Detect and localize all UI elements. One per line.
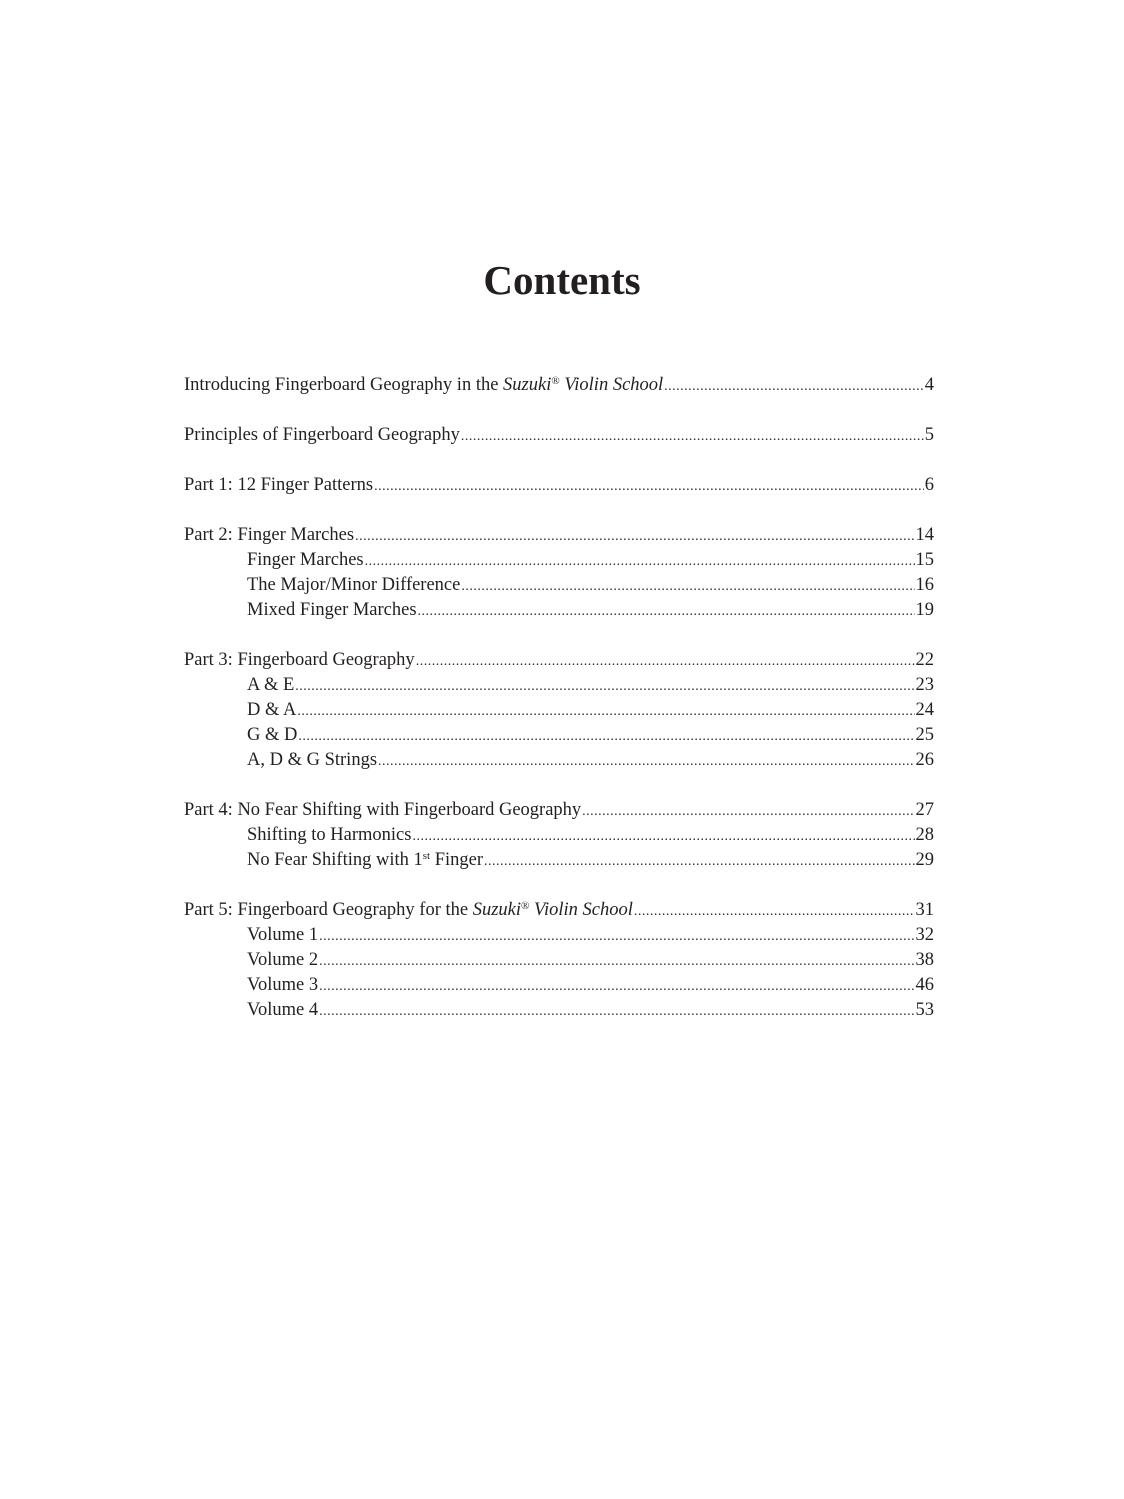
toc-entry-pre: Part 3: Fingerboard Geography <box>184 650 415 670</box>
toc-entry-title <box>247 725 297 746</box>
dot-leader <box>664 379 924 395</box>
toc-page-number: 38 <box>915 950 934 970</box>
dot-leader <box>298 729 914 745</box>
toc-entry-post: Finger <box>430 850 484 870</box>
toc-entry-pre: Volume 1 <box>247 925 319 945</box>
toc-entry[interactable] <box>247 750 934 775</box>
toc-page-number: 27 <box>915 800 934 820</box>
dot-leader <box>582 804 914 820</box>
toc-page-number: 32 <box>915 925 934 945</box>
toc-page-number: 22 <box>915 650 934 670</box>
toc-entry-title <box>184 800 581 821</box>
dot-leader <box>365 554 915 570</box>
toc-entry-italic: Suzuki <box>503 375 552 395</box>
toc-entry-sup: ® <box>551 375 560 387</box>
toc-entry-pre: A & E <box>247 675 295 695</box>
toc-entry[interactable] <box>247 575 934 600</box>
toc-page-number: 4 <box>924 375 934 395</box>
toc-page-number: 14 <box>915 525 934 545</box>
toc-entry[interactable] <box>184 475 934 500</box>
dot-leader <box>319 954 914 970</box>
toc-entry[interactable] <box>247 850 934 875</box>
toc-entry[interactable] <box>184 900 934 925</box>
dot-leader <box>461 579 914 595</box>
toc-entry-title <box>184 525 354 546</box>
toc-entry-title <box>247 675 294 696</box>
toc-entry-pre: Introducing Fingerboard Geography in the <box>184 375 504 395</box>
dot-leader <box>319 979 914 995</box>
dot-leader <box>416 654 915 670</box>
toc-entry-title <box>247 575 460 596</box>
toc-page-number: 53 <box>915 1000 934 1020</box>
toc-entry-pre: Part 2: Finger Marches <box>184 525 355 545</box>
toc-entry-title <box>247 700 296 721</box>
toc-entry-pre: No Fear Shifting with 1 <box>247 850 423 870</box>
toc-page-number: 5 <box>924 425 934 445</box>
toc-entry-pre: D & A <box>247 700 297 720</box>
toc-entry-italic2: Violin School <box>559 375 664 395</box>
toc-entry-pre: Shifting to Harmonics <box>247 825 412 845</box>
toc-page-number: 19 <box>915 600 934 620</box>
toc-entry-pre: Part 1: 12 Finger Patterns <box>184 475 374 495</box>
toc-entry-title <box>184 475 373 496</box>
toc-page-number: 16 <box>915 575 934 595</box>
toc-entry-pre: Part 4: No Fear Shifting with Fingerboard Geography <box>184 800 582 820</box>
toc-page-number: 6 <box>924 475 934 495</box>
toc-entry-title <box>184 375 663 396</box>
toc-entry[interactable] <box>247 950 934 975</box>
toc-entry[interactable] <box>247 550 934 575</box>
toc-entry-pre: Part 5: Fingerboard Geography for the <box>184 900 473 920</box>
toc-entry-title <box>247 550 364 571</box>
toc-entry-title <box>247 975 318 996</box>
toc-entry-pre: Volume 2 <box>247 950 319 970</box>
toc-entry[interactable] <box>247 600 934 625</box>
dot-leader <box>374 479 924 495</box>
toc-entry[interactable] <box>184 525 934 550</box>
toc-entry-pre: Finger Marches <box>247 550 364 570</box>
toc-entry[interactable] <box>247 925 934 950</box>
toc-entry[interactable] <box>247 675 934 700</box>
toc-entry-pre: Principles of Fingerboard Geography <box>184 425 460 445</box>
toc-entry-pre: Volume 3 <box>247 975 319 995</box>
toc-entry-title <box>247 1000 318 1021</box>
toc-entry-title <box>247 825 411 846</box>
toc-page-number: 25 <box>915 725 934 745</box>
dot-leader <box>297 704 914 720</box>
toc-entry-pre: Volume 4 <box>247 1000 319 1020</box>
dot-leader <box>319 1004 914 1020</box>
dot-leader <box>634 904 915 920</box>
toc-entry[interactable] <box>184 650 934 675</box>
toc-entry-pre: The Major/Minor Difference <box>247 575 461 595</box>
dot-leader <box>319 929 914 945</box>
toc-page-number: 28 <box>915 825 934 845</box>
toc-entry[interactable] <box>247 700 934 725</box>
toc-entry-title <box>247 925 318 946</box>
page-title: Contents <box>483 257 641 303</box>
dot-leader <box>484 854 914 870</box>
toc-entry[interactable] <box>247 975 934 1000</box>
toc-entry-title <box>184 900 633 921</box>
toc-entry-italic2: Violin School <box>529 900 633 920</box>
toc-entry[interactable] <box>247 725 934 750</box>
toc-entry-title <box>247 950 318 971</box>
toc-entry[interactable] <box>184 375 934 400</box>
toc-entry-title <box>247 750 377 771</box>
toc-entry[interactable] <box>184 425 934 450</box>
dot-leader <box>461 429 924 445</box>
toc-entry-title <box>184 425 460 446</box>
toc-entry-italic: Suzuki <box>472 900 522 920</box>
toc-entry-title <box>184 650 415 671</box>
toc-page-number: 26 <box>915 750 934 770</box>
toc-entry[interactable] <box>184 800 934 825</box>
dot-leader <box>295 679 914 695</box>
dot-leader <box>378 754 914 770</box>
toc-entry-pre: A, D & G Strings <box>247 750 378 770</box>
toc-entry-sup: st <box>422 850 431 862</box>
toc-page-number: 31 <box>915 900 934 920</box>
dot-leader <box>418 604 915 620</box>
toc-page-number: 24 <box>915 700 934 720</box>
toc-entry[interactable] <box>247 825 934 850</box>
toc-page-number: 46 <box>915 975 934 995</box>
dot-leader <box>355 529 914 545</box>
toc-entry-sup: ® <box>521 900 530 912</box>
toc-entry-title <box>247 600 417 621</box>
toc-page-number: 15 <box>915 550 934 570</box>
toc-page-number: 29 <box>915 850 934 870</box>
toc-entry[interactable] <box>247 1000 934 1025</box>
toc-entry-title <box>247 850 483 871</box>
toc-entry-pre: G & D <box>247 725 298 745</box>
dot-leader <box>412 829 914 845</box>
toc-page-number: 23 <box>915 675 934 695</box>
toc-entry-pre: Mixed Finger Marches <box>247 600 417 620</box>
